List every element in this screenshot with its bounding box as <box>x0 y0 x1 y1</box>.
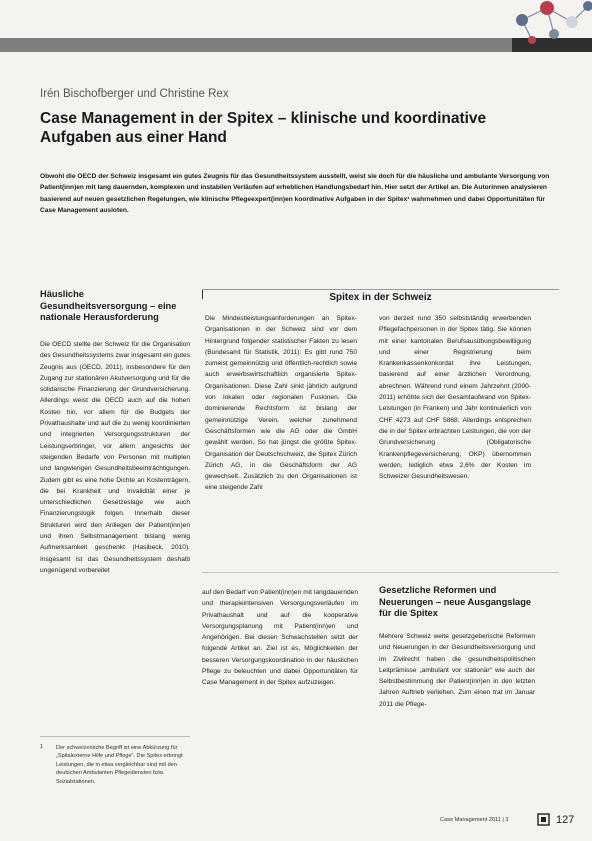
journal-footer: Case Management 2011 | 3 <box>440 817 509 823</box>
column-text <box>40 339 190 576</box>
paragraph: auf den Bedarf von Patient(inn)en mit langdauernden und therapieintensiven Versorgungsverläufen im Privathaushalt und auf die kooperative Versorgungsplanung mit Patient(inn)en und Angehörigen. Bei diesen Schwachstellen setzt der folgende Artikel an. Ziel ist es, Möglichkeiten der besseren Versorgungskoordination in der häuslichen Pflege zu beleuchten und dabei Opportunitäten für Case Management in der Spitex aufzuzeigen. <box>202 589 358 687</box>
paragraph: von derzeit rund 350 selbstständig erwerbenden Pflegefachpersonen in der Spitex tätig. Sie können mit einer kantonalen Berufsausübungsbewilligung und einer Registrierung beim Krankenkassenkonkordat ihre Leistungen, basierend auf einer ärztlichen Verordnung, abrechnen. Während rund einem Jahrzehnt (2000-2011) erhöhte sich der Gesamtaufwand von Spitex-Leistungen (in Franken) und Jahr kontinuierlich von CHF 4273 auf CHF 5868. Allerdings entsprechen die in der Spitex erbrachten Leistungen, die von der Grundversicherung (Obligatorische Krankenpflegeversicherung, OKP) übernommen werden, lediglich etwa 2,6% der Kosten im Schweizer Gesundheitswesen. <box>379 315 531 481</box>
footnote-mark: 1 <box>40 744 44 750</box>
sidebox-title: Spitex in der Schweiz <box>329 292 432 303</box>
footnote-rule <box>40 736 190 737</box>
column-text <box>202 587 358 689</box>
paragraph: Mehrere Schweiz weite gesetzgeberische Reformen und Neuerungen in der Gesundheitsversorgung und im Zivilrecht haben die gesundheitspolitischen Leitprämisse „ambulant vor stationär“ wie auch der Selbstbestimmung der Patient(inn)en in den letzten Jahren Auftrieb verliehen. Zum einen trat im Januar 2011 die Pflege- <box>379 633 535 708</box>
section-heading: Häusliche Gesundheitsversorgung – eine nationale Herausforderung <box>40 289 177 322</box>
sidebox-divider <box>202 572 559 573</box>
paragraph: Die Mindestleistungsanforderungen an Spitex-Organisationen in der Schweiz sind vor dem Hintergrund folgender statistischer Fakten zu lesen (Bundesamt für Statistik, 2011): Es gibt rund 750 zumeist gemeinnützig und öffentlich-rechtlich sowie auch erwerbswirtschaftlich organisierte Spitex-Organisationen. Diese Zahl sinkt jährlich aufgrund von lokalen oder regionalen Fusionen. Die dominierende Rechtsform ist bislang der gemeinnützige Verein, welcher zunehmend Geschäftsformen wie die AG oder die GmbH gewählt werden. So hat jüngst die größte Spitex-Organisation der Deutschschweiz, die Spitex Zürich Zürich AG, in die Geschäftsform der AG gewechselt. Zusätzlich zu den Organisationen ist eine steigende Zahl <box>205 315 357 492</box>
paragraph: Die OECD stellte der Schweiz für die Organisation des Gesundheitssystems zwar insgesamt ein gutes Zeugnis aus (OECD, 2011), insbesondere für den Zugang zur stationären Akutversorgung und für die solidarische Finanzierung der Grundversicherung. Allerdings weist die OECD auch auf die hohen Kosten hin, vor allem für die Budgets der Privathaushalte und auf die zu wenig koordinierten und integrierten Versorgungsstrukturen der Leistungserbringer, vor allem angesichts der steigenden Bedarfe von Personen mit multiplen und langwierigen Gesundheitsbeeinträchtigungen. Zudem gibt es eine hohe Dichte an Kostenträgern, die bei Krankheit und Invalidität einer je unterschiedlichen Gesetzeslage wie auch Finanzierungslogik folgen. Innerhalb dieser Strukturen wird den Anliegen der Patient(inn)en und ihren Selbstmanagement bislang wenig Aufmerksamkeit geschenkt (Hasibeck, 2010). Insgesamt ist das Gesundheitssystem deshalb ungenügend vorbereitet <box>40 341 190 574</box>
sidebox-header <box>202 289 559 306</box>
column-text <box>379 631 535 710</box>
sidebox-column <box>205 313 357 494</box>
article-title: Case Management in der Spitex – klinische und koordinative Aufgaben aus einer Hand <box>40 110 487 146</box>
journal-logo-icon <box>537 813 550 826</box>
footnote: Der schweizerische Begriff ist eine Abkürzung für „Spitalexterne Hilfe und Pflege“. Die Spitex erbringt Leistungen, die in etwa vergleichbar sind mit den deutschen Ambulanten Pflegediensten bzw. Sozialstationen. <box>56 745 183 785</box>
article-authors: Irén Bischofberger und Christine Rex <box>40 88 229 100</box>
sidebox-column <box>379 313 531 482</box>
molecule-graphic <box>502 0 592 48</box>
section-heading: Gesetzliche Reformen und Neuerungen – neue Ausgangslage für die Spitex <box>379 585 532 618</box>
article-lead: Obwohl die OECD der Schweiz insgesamt ein gutes Zeugnis für das Gesundheitssystem ausstellt, weist sie doch für die häusliche und ambulante Versorgung von Patient(inn)en mit lang dauernden, komplexen und instabilen Verläufen auf erheblichen Handlungsbedarf hin. Hier setzt der Artikel an. Die Autorinnen analysieren basierend auf neuen gesetzlichen Regelungen, wie klinische Pflegeexpert(inn)en koordinative Aufgaben in der Spitex¹ wahrnehmen und dabei Opportunitäten für Case Management ausloten. <box>40 173 550 214</box>
page-number: 127 <box>556 814 575 826</box>
